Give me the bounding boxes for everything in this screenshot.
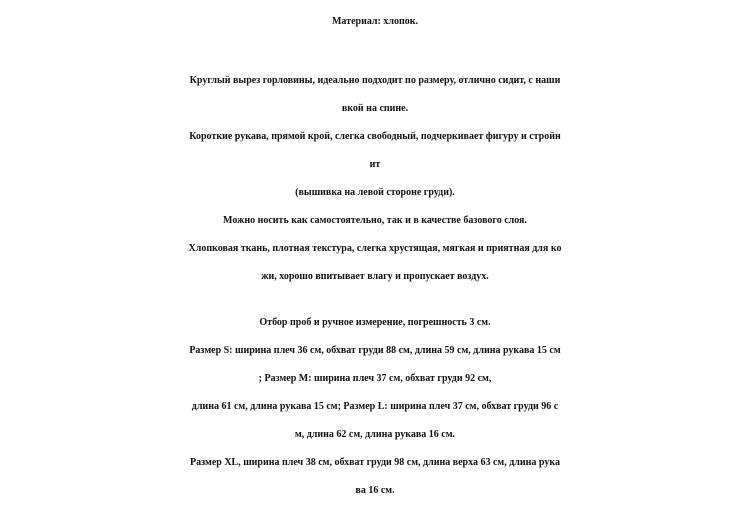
size-line: Размер S: ширина плеч 36 см, обхват груди 88 см, длина 59 см, длина рукава 15 см: [189, 345, 561, 356]
measurement-note: Отбор проб и ручное измерение, погрешность 3 см.: [259, 317, 491, 328]
size-line: ва 16 см.: [355, 485, 395, 496]
text-line: вкой на спине.: [341, 103, 409, 114]
text-line: Короткие рукава, прямой крой, слегка свободный, подчеркивает фигуру и стройн: [189, 131, 561, 142]
size-line: м, длина 62 см, длина рукава 16 см.: [294, 429, 456, 440]
size-line: длина 61 см, длина рукава 15 см; Размер L: ширина плеч 37 см, обхват груди 96 с: [191, 401, 559, 412]
text-line: Хлопковая ткань, плотная текстура, слегка хрустящая, мягкая и приятная для ко: [188, 243, 562, 254]
text-line: ит: [369, 159, 381, 170]
text-line: жи, хорошо впитывает влагу и пропускает воздух.: [261, 271, 489, 282]
material-line: Материал: хлопок.: [331, 16, 418, 27]
text-line: Круглый вырез горловины, идеально подходит по размеру, отлично сидит, с наши: [189, 75, 561, 86]
text-line: Можно носить как самостоятельно, так и в качестве базового слоя.: [223, 215, 527, 226]
text-line: (вышивка на левой стороне груди).: [295, 187, 455, 198]
size-line: ; Размер M: ширина плеч 37 см, обхват груди 92 см,: [258, 373, 492, 384]
size-line: Размер XL, ширина плеч 38 см, обхват груди 98 см, длина верха 63 см, длина рука: [190, 457, 560, 468]
